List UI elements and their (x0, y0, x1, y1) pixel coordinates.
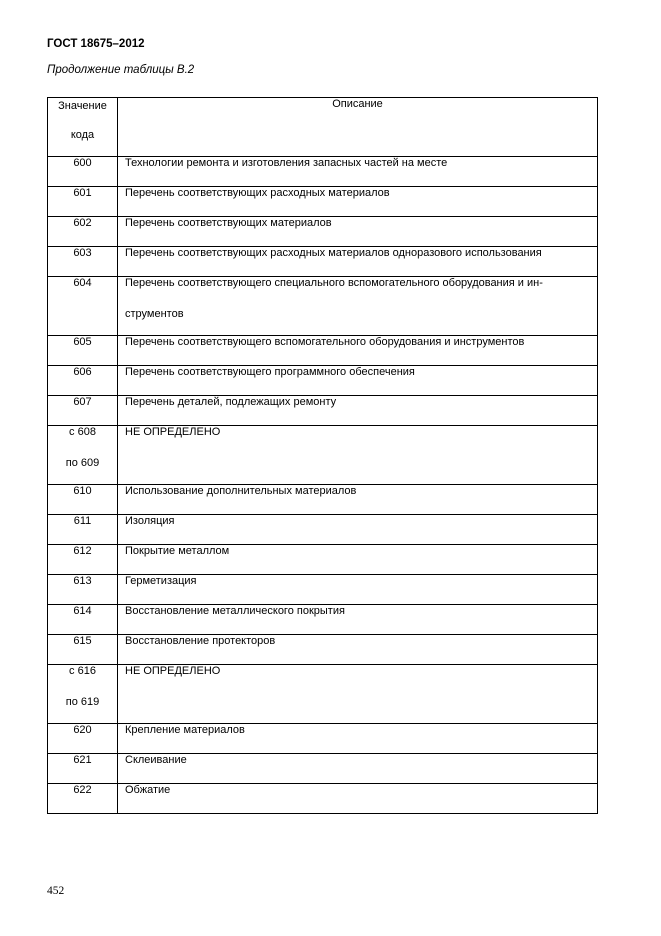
description-text: Крепление материалов (125, 724, 245, 736)
code-value: 620 (73, 724, 92, 736)
description-cell (118, 784, 598, 814)
description-text: Изоляция (125, 515, 175, 527)
code-table (47, 97, 598, 814)
code-value: с 608 по 609 (65, 426, 100, 469)
code-value: 622 (73, 784, 92, 796)
code-value: 601 (73, 187, 92, 199)
description-text: Покрытие металлом (125, 545, 230, 557)
description-text: Перечень соответствующего вспомогательного оборудования и инструментов (125, 336, 525, 348)
description-text: Перечень соответствующего специального вспомогательного оборудования и ин- струментов (125, 277, 543, 320)
code-value: 605 (73, 336, 92, 348)
code-value: 614 (73, 605, 92, 617)
code-value: 602 (73, 217, 92, 229)
code-value: 621 (73, 754, 92, 766)
code-value: 606 (73, 366, 92, 378)
description-text: НЕ ОПРЕДЕЛЕНО (125, 426, 221, 438)
page-number: 452 (47, 885, 65, 897)
description-text: Перечень соответствующих расходных материалов (125, 187, 390, 199)
code-value: 611 (73, 515, 92, 527)
table-caption: Продолжение таблицы В.2 (47, 64, 195, 76)
description-text: Обжатие (125, 784, 171, 796)
code-value: с 616 по 619 (65, 665, 100, 708)
column-header-description: Описание (118, 98, 598, 157)
column-header-code: Значение кода (48, 98, 118, 157)
description-text: Перечень соответствующих материалов (125, 217, 332, 229)
code-value: 607 (73, 396, 92, 408)
code-value: 610 (73, 485, 92, 497)
description-text: Перечень соответствующего программного обеспечения (125, 366, 415, 378)
description-text: Использование дополнительных материалов (125, 485, 357, 497)
code-value: 600 (73, 157, 92, 169)
description-text: Герметизация (125, 575, 197, 587)
description-text: Перечень деталей, подлежащих ремонту (125, 396, 337, 408)
code-value: 604 (73, 277, 92, 289)
code-cell (48, 784, 118, 814)
code-value: 613 (73, 575, 92, 587)
description-text: Перечень соответствующих расходных материалов одноразового использования (125, 247, 542, 259)
description-text: НЕ ОПРЕДЕЛЕНО (125, 665, 221, 677)
code-value: 615 (73, 635, 92, 647)
code-value: 603 (73, 247, 92, 259)
description-text: Восстановление протекторов (125, 635, 276, 647)
code-value: 612 (73, 545, 92, 557)
description-text: Восстановление металлического покрытия (125, 605, 345, 617)
table-row (48, 784, 598, 814)
description-text: Склеивание (125, 754, 187, 766)
description-text: Технологии ремонта и изготовления запасных частей на месте (125, 157, 448, 169)
standard-title: ГОСТ 18675–2012 (47, 38, 145, 50)
